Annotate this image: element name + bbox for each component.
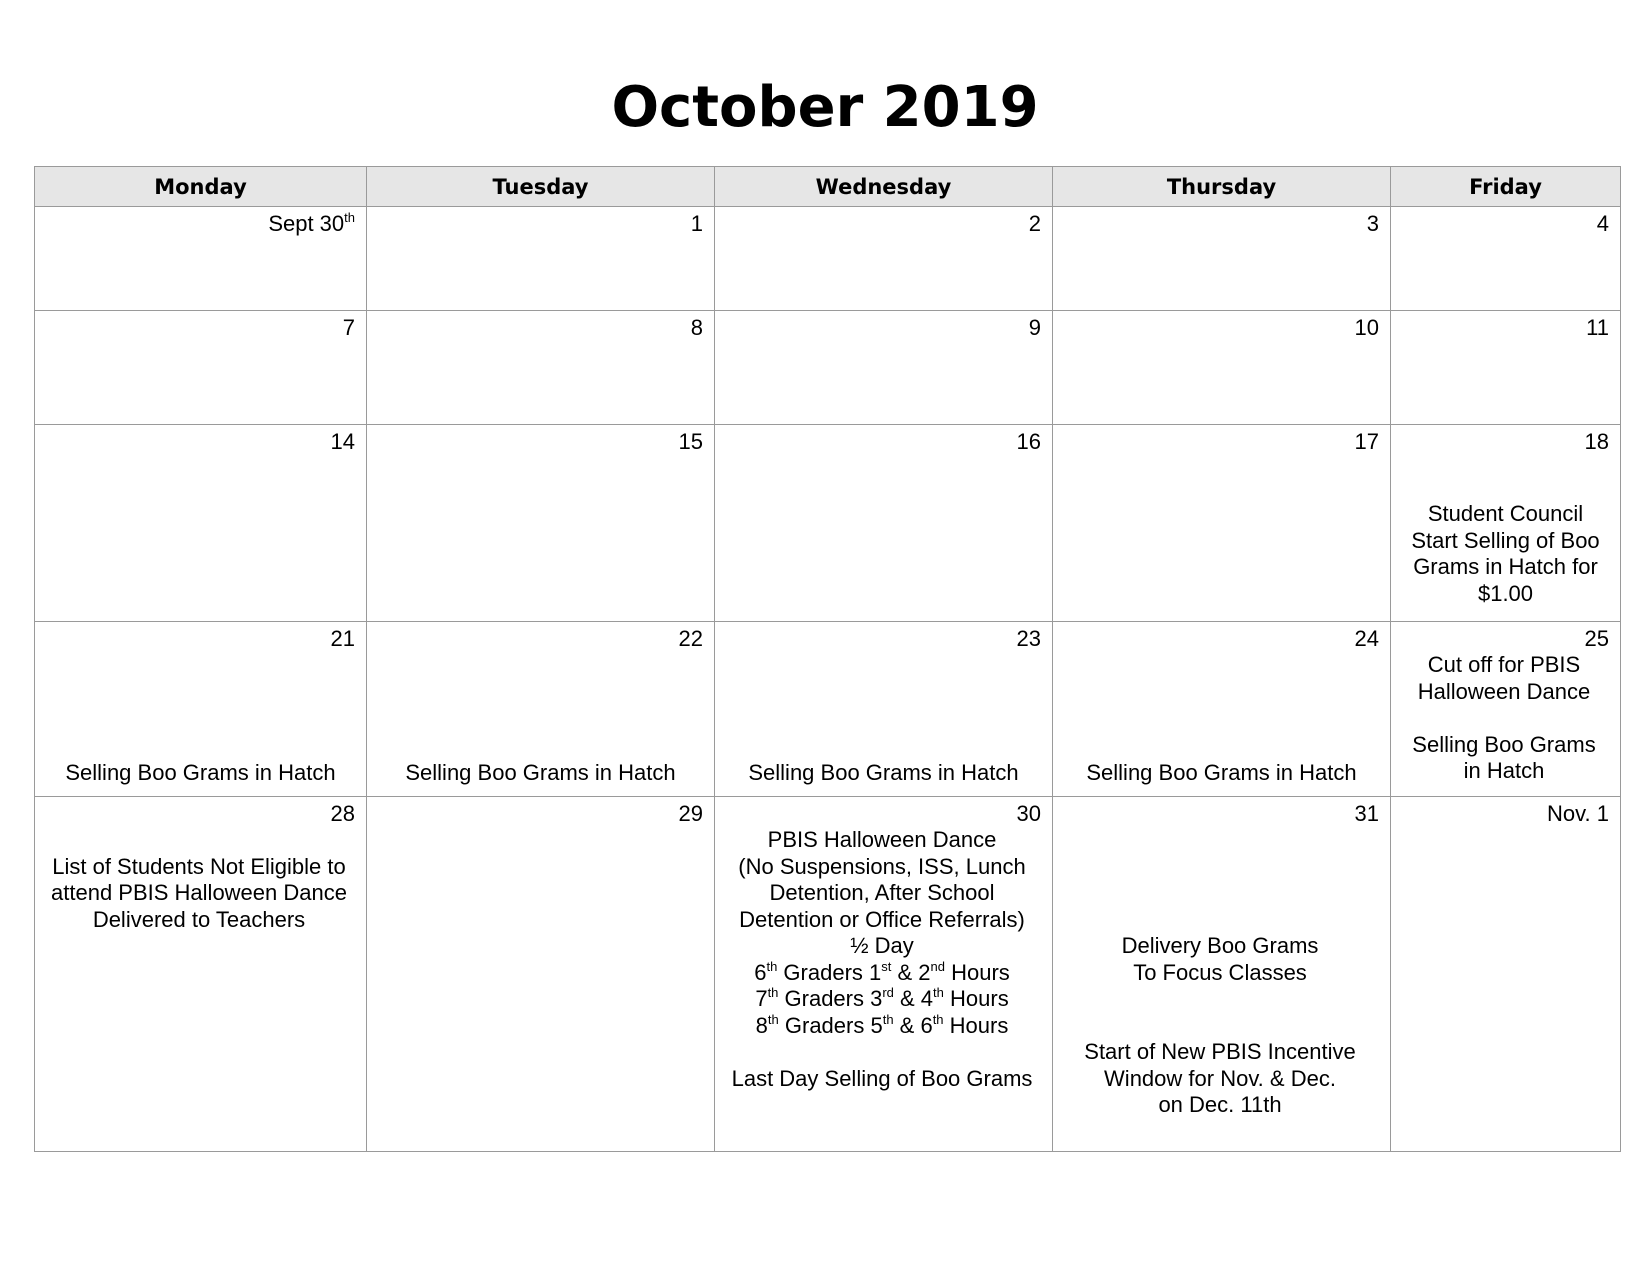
- day-cell: [35, 207, 367, 311]
- day-cell: [35, 311, 367, 425]
- day-cell: [1053, 425, 1391, 622]
- day-cell: [1391, 425, 1621, 622]
- week-row-3: [35, 425, 1621, 622]
- day-number: Sept 30th: [268, 209, 355, 236]
- day-cell: [1053, 797, 1391, 1152]
- week-row-4: [35, 622, 1621, 797]
- grade-schedule-line: 8th Graders 5th & 6th Hours: [755, 1011, 1009, 1038]
- day-cell: [35, 622, 367, 797]
- day-cell: [1391, 797, 1621, 1152]
- day-cell: [715, 207, 1053, 311]
- day-number: 10: [1354, 315, 1379, 340]
- event-note: Selling Boo Grams in Hatch: [405, 759, 676, 785]
- day-number: 2: [1028, 211, 1041, 236]
- day-number: 11: [1586, 315, 1609, 340]
- day-cell: [367, 797, 715, 1152]
- day-number: 23: [1016, 626, 1041, 651]
- day-cell: [35, 425, 367, 622]
- week-row-5: [35, 797, 1621, 1152]
- day-number: 7: [342, 315, 355, 340]
- day-number: 30: [1016, 801, 1041, 826]
- day-number: 16: [1016, 429, 1041, 454]
- day-number: 8: [690, 315, 703, 340]
- day-cell: [367, 425, 715, 622]
- day-cell: [1391, 207, 1621, 311]
- grade-schedule-line: 6th Graders 1st & 2nd Hours: [754, 958, 1010, 985]
- day-number: 28: [330, 801, 355, 826]
- day-cell: [715, 425, 1053, 622]
- event-note: PBIS Halloween Dance (No Suspensions, ISS, Lunch Detention, After School Detention or Office Referrals) ½ Day 6th Graders 1st & 2nd Hours 7th Graders 3rd & 4th Hours 8th Graders 5th & 6th Hours Last Day Selling of Boo Grams: [723, 827, 1041, 1092]
- week-row-1: [35, 207, 1621, 311]
- event-note: Delivery Boo Grams To Focus Classes Start of New PBIS Incentive Window for Nov. & Dec. on Dec. 11th: [1084, 933, 1356, 1117]
- day-number: 21: [330, 626, 355, 651]
- day-number: 4: [1596, 211, 1609, 236]
- event-note: Selling Boo Grams in Hatch: [65, 759, 336, 785]
- event-note: Cut off for PBIS Halloween Dance Selling Boo Grams in Hatch: [1412, 652, 1596, 783]
- day-number: 24: [1354, 626, 1379, 651]
- weekday-header-thursday: Thursday: [1053, 167, 1391, 207]
- event-note: Student Council Start Selling of Boo Grams in Hatch for $1.00: [1411, 501, 1600, 606]
- day-number: 29: [678, 801, 703, 826]
- page-title: October 2019: [611, 75, 1039, 140]
- day-number: 18: [1584, 429, 1609, 454]
- event-note: List of Students Not Eligible to attend PBIS Halloween Dance Delivered to Teachers: [51, 853, 347, 932]
- day-cell: [715, 797, 1053, 1152]
- day-cell: [715, 622, 1053, 797]
- day-cell: [367, 311, 715, 425]
- day-number: 22: [678, 626, 703, 651]
- day-cell: [35, 797, 367, 1152]
- day-cell: [367, 622, 715, 797]
- day-number: 9: [1028, 315, 1041, 340]
- event-note: Selling Boo Grams in Hatch: [748, 759, 1019, 785]
- day-cell: [1053, 622, 1391, 797]
- day-number: 17: [1354, 429, 1379, 454]
- weekday-header-tuesday: Tuesday: [367, 167, 715, 207]
- grade-schedule-line: 7th Graders 3rd & 4th Hours: [755, 984, 1009, 1011]
- day-cell: [1053, 207, 1391, 311]
- event-note: Selling Boo Grams in Hatch: [1086, 759, 1357, 785]
- day-number: 31: [1354, 801, 1379, 826]
- day-cell: [715, 311, 1053, 425]
- weekday-header-row: [35, 167, 1621, 207]
- day-number: 14: [330, 429, 355, 454]
- weekday-header-friday: Friday: [1391, 167, 1621, 207]
- weekday-header-monday: Monday: [35, 167, 367, 207]
- day-number: 15: [678, 429, 703, 454]
- week-row-2: [35, 311, 1621, 425]
- day-number: 3: [1366, 211, 1379, 236]
- day-number: Nov. 1: [1547, 801, 1609, 826]
- day-number: 25: [1584, 626, 1609, 651]
- day-cell: [1391, 311, 1621, 425]
- day-cell: [1391, 622, 1621, 797]
- calendar-grid: [34, 166, 1621, 1152]
- day-cell: [1053, 311, 1391, 425]
- day-cell: [367, 207, 715, 311]
- weekday-header-wednesday: Wednesday: [715, 167, 1053, 207]
- day-number: 1: [690, 211, 703, 236]
